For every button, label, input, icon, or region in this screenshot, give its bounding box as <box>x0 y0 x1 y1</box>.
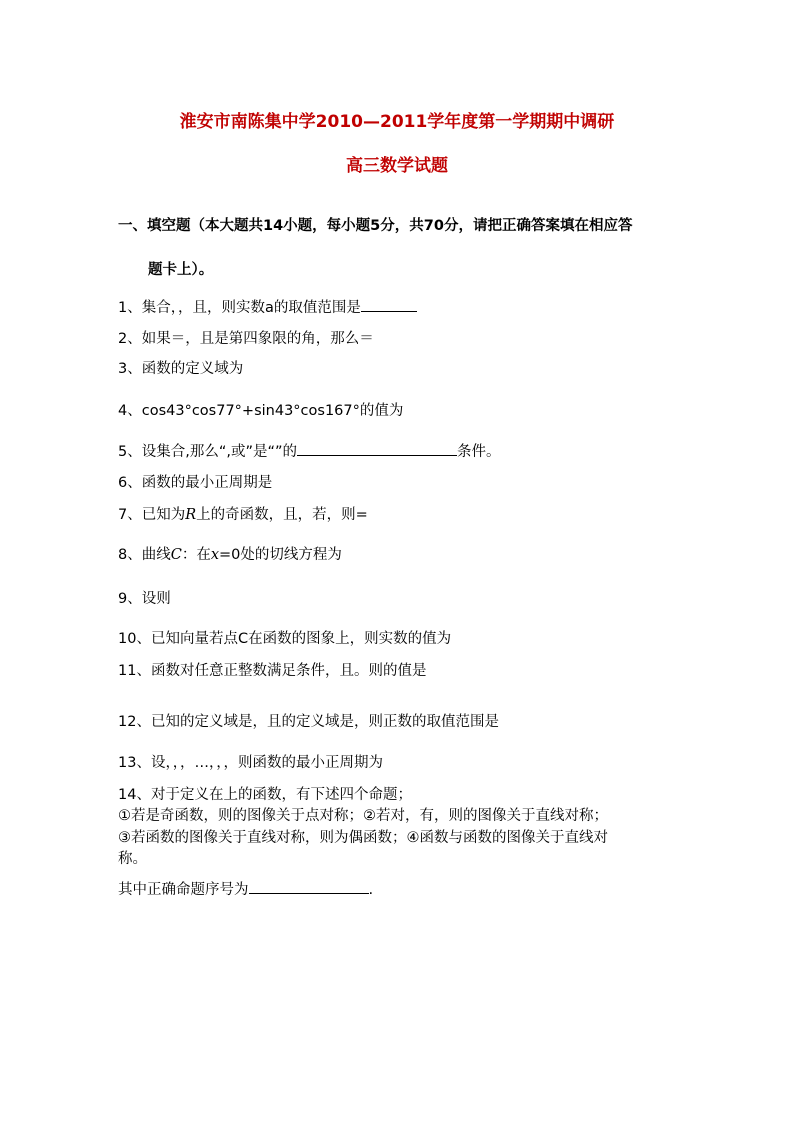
question-14-line-3: ③若函数的图像关于直线对称，则为偶函数；④函数与函数的图像关于直线对 <box>118 830 608 846</box>
question-7-text-rest: 上的奇函数，且，若，则= <box>196 507 368 523</box>
question-8 <box>118 545 342 565</box>
section-heading: 一、填空题（本大题共14小题，每小题5分，共70分，请把正确答案填在相应答 <box>118 218 633 234</box>
answer-blank <box>361 297 417 312</box>
question-14-line-1: 14、对于定义在上的函数，有下述四个命题； <box>118 787 412 803</box>
question-14-answer-label: 其中正确命题序号为 <box>118 882 249 898</box>
question-2: 2、如果＝，且是第四象限的角，那么＝ <box>118 331 374 347</box>
question-12: 12、已知的定义域是，且的定义域是，则正数的取值范围是 <box>118 714 499 730</box>
question-4: 4、cos43°cos77°+sin43°cos167°的值为 <box>118 403 404 419</box>
question-5-suffix: 条件。 <box>457 444 501 460</box>
document-title: 淮安市南陈集中学2010—2011学年度第一学期期中调研 <box>179 112 615 132</box>
question-8-variable-c: C <box>170 547 182 563</box>
question-8-text: 8、曲线 <box>118 547 171 563</box>
answer-blank <box>249 879 369 894</box>
question-14-line-4: 称。 <box>118 851 147 867</box>
question-10: 10、已知向量若点C在函数的图象上，则实数的值为 <box>118 631 452 647</box>
question-7 <box>118 505 368 525</box>
section-heading-continued: 题卡上）。 <box>148 262 214 278</box>
question-7-variable: R <box>185 507 197 523</box>
question-8-text-rest: =0处的切线方程为 <box>219 547 342 563</box>
question-5-text: 5、设集合,那么“,或”是“”的 <box>118 444 297 460</box>
question-1 <box>118 297 417 318</box>
question-8-variable-x: x <box>210 547 220 563</box>
question-8-text-mid: ：在 <box>181 547 211 563</box>
question-9: 9、设则 <box>118 591 171 607</box>
question-11: 11、函数对任意正整数满足条件，且。则的值是 <box>118 663 427 679</box>
answer-blank <box>297 441 457 456</box>
question-13: 13、设，，，…，，，则函数的最小正周期为 <box>118 755 383 771</box>
question-14-period: . <box>368 882 374 898</box>
question-14-answer-line <box>118 879 373 900</box>
question-3: 3、函数的定义域为 <box>118 361 244 377</box>
question-5 <box>118 441 501 462</box>
question-7-text: 7、已知为 <box>118 507 186 523</box>
document-subtitle: 高三数学试题 <box>346 156 448 176</box>
question-1-text: 1、集合，，且，则实数a的取值范围是 <box>118 300 361 316</box>
question-6: 6、函数的最小正周期是 <box>118 475 273 491</box>
question-14-line-2: ①若是奇函数，则的图像关于点对称；②若对，有，则的图像关于直线对称； <box>118 808 608 824</box>
